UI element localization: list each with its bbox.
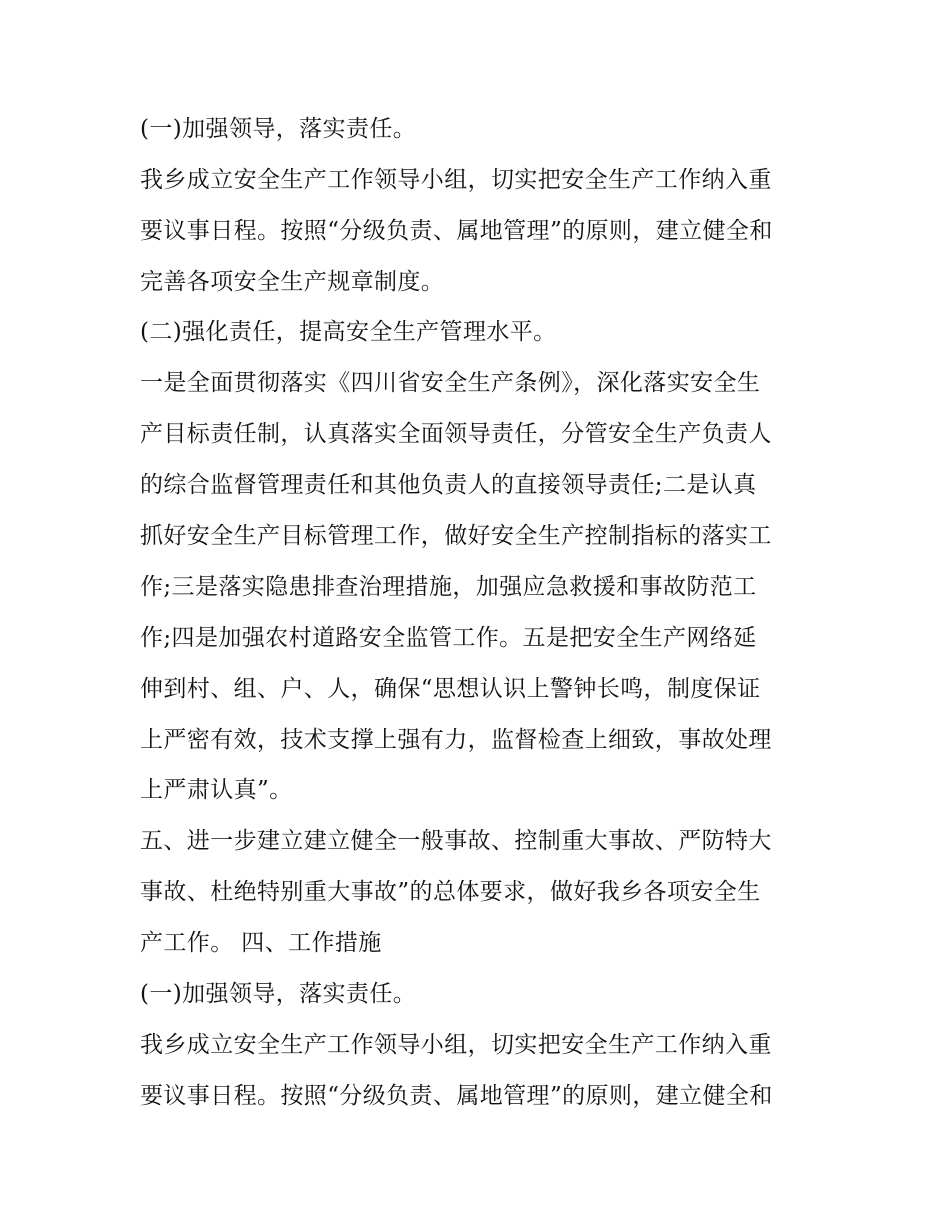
paragraph-line: 要议事日程。按照“分级负责、属地管理”的原则，建立健全和: [140, 218, 773, 244]
paragraph-line: 产目标责任制，认真落实全面领导责任，分管安全生产负责人: [140, 421, 772, 447]
paragraph-line: 五、进一步建立建立健全一般事故、控制重大事故、严防特大: [140, 828, 772, 854]
paragraph-line: 抓好安全生产目标管理工作，做好安全生产控制指标的落实工: [140, 523, 772, 549]
paragraph-line: 产工作。 四、工作措施: [140, 930, 382, 956]
paragraph-line: 作;四是加强农村道路安全监管工作。五是把安全生产网络延: [140, 625, 757, 651]
paragraph-line: 完善各项安全生产规章制度。: [140, 269, 445, 295]
paragraph-line: 上严密有效，技术支撑上强有力，监督检查上细致，事故处理: [140, 727, 772, 753]
paragraph-line: 我乡成立安全生产工作领导小组，切实把安全生产工作纳入重: [140, 1032, 772, 1058]
paragraph-line: 我乡成立安全生产工作领导小组，切实把安全生产工作纳入重: [140, 167, 772, 193]
paragraph-line: 一是全面贯彻落实《四川省安全生产条例》，深化落实安全生: [140, 370, 761, 396]
heading-strengthen-responsibility: (二)强化责任，提高安全生产管理水平。: [140, 319, 557, 345]
paragraph-line: 上严肃认真”。: [140, 777, 293, 803]
paragraph-line: 伸到村、组、户、人，确保“思想认识上警钟长鸣，制度保证: [140, 676, 761, 702]
paragraph-line: 作;三是落实隐患排查治理措施，加强应急救援和事故防范工: [140, 574, 757, 600]
heading-strengthen-leadership-repeat: (一)加强领导，落实责任。: [140, 981, 417, 1007]
paragraph-line: 的综合监督管理责任和其他负责人的直接领导责任;二是认真: [140, 472, 757, 498]
paragraph-line: 要议事日程。按照“分级负责、属地管理”的原则，建立健全和: [140, 1083, 773, 1109]
heading-strengthen-leadership: (一)加强领导，落实责任。: [140, 116, 417, 142]
paragraph-line: 事故、杜绝特别重大事故”的总体要求，做好我乡各项安全生: [140, 879, 761, 905]
